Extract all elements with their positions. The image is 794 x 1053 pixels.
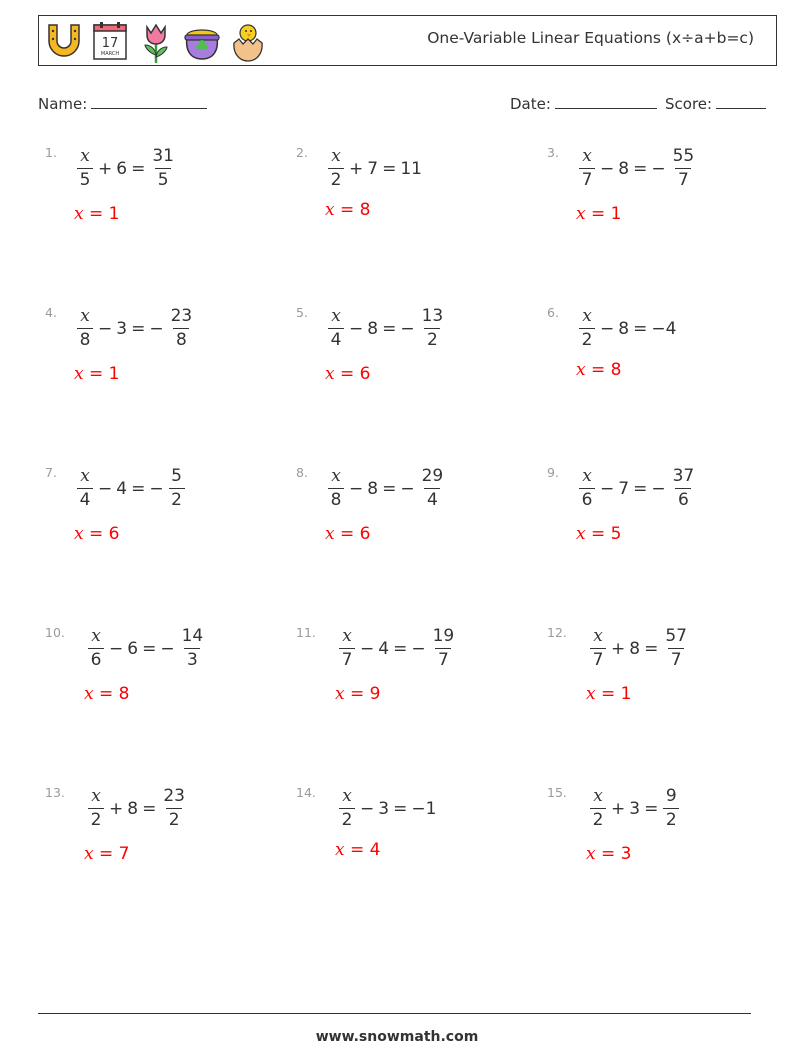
answer xyxy=(325,364,370,384)
lhs-variable: x xyxy=(342,626,352,646)
problem-number: 6. xyxy=(547,305,559,320)
operator: + xyxy=(611,638,626,659)
answer xyxy=(576,524,621,544)
lhs-variable: x xyxy=(331,306,341,326)
rhs-fraction xyxy=(180,628,206,669)
problem-number: 10. xyxy=(45,625,65,640)
rhs-fraction xyxy=(150,148,176,189)
tulip-icon xyxy=(135,19,177,65)
answer-value: 9 xyxy=(369,684,381,704)
answer-equals: = xyxy=(83,524,109,544)
answer xyxy=(325,200,370,220)
rhs-numerator: 23 xyxy=(170,306,193,326)
rhs-numerator: 9 xyxy=(665,786,677,806)
lhs-variable: x xyxy=(342,786,352,806)
lhs-denominator: 7 xyxy=(579,168,595,189)
answer-variable: x xyxy=(84,844,94,864)
footer-website: www.snowmath.com xyxy=(315,1029,479,1045)
rhs-sign: − xyxy=(400,478,415,499)
operator: − xyxy=(98,318,113,339)
problem-number: 14. xyxy=(296,785,316,800)
rhs-sign: − xyxy=(400,318,415,339)
lhs-variable: x xyxy=(80,306,90,326)
constant: 3 xyxy=(378,798,390,819)
lhs-variable: x xyxy=(331,146,341,166)
problem-item xyxy=(296,465,516,575)
lhs-variable: x xyxy=(91,786,101,806)
footer-divider xyxy=(38,1013,751,1014)
answer-value: 5 xyxy=(610,524,622,544)
answer-equals: = xyxy=(334,524,360,544)
answer xyxy=(335,840,380,860)
lhs-denominator: 7 xyxy=(339,648,355,669)
constant: 8 xyxy=(618,158,630,179)
equation xyxy=(576,468,699,509)
equals-sign: = xyxy=(131,318,146,339)
problem-item xyxy=(296,785,516,895)
answer-value: 1 xyxy=(108,204,120,224)
operator: − xyxy=(600,478,615,499)
operator: + xyxy=(611,798,626,819)
pot-of-gold-icon xyxy=(181,19,223,65)
equation xyxy=(325,308,448,349)
constant: 7 xyxy=(367,158,379,179)
answer-variable: x xyxy=(325,524,335,544)
date-label: Date: xyxy=(510,95,551,113)
answer-equals: = xyxy=(83,364,109,384)
rhs-fraction xyxy=(169,468,185,509)
answer xyxy=(74,364,119,384)
equation xyxy=(74,468,188,509)
operator: − xyxy=(109,638,124,659)
constant: 8 xyxy=(629,638,641,659)
rhs-denominator: 4 xyxy=(424,488,440,509)
lhs-denominator: 4 xyxy=(328,328,344,349)
problem-item xyxy=(547,785,767,895)
answer-variable: x xyxy=(335,840,345,860)
answer-value: 6 xyxy=(359,524,371,544)
lhs-variable: x xyxy=(582,306,592,326)
answer-equals: = xyxy=(93,684,119,704)
lhs-fraction xyxy=(77,308,93,349)
rhs-numerator: 29 xyxy=(421,466,444,486)
answer-value: 1 xyxy=(610,204,622,224)
equation xyxy=(74,308,197,349)
rhs-numerator: 5 xyxy=(171,466,182,486)
hatching-chick-icon xyxy=(227,19,269,65)
equation xyxy=(587,628,692,669)
lhs-denominator: 6 xyxy=(88,648,104,669)
constant: 8 xyxy=(367,318,379,339)
rhs-denominator: 7 xyxy=(675,168,691,189)
problem-number: 7. xyxy=(45,465,57,480)
problem-item xyxy=(45,625,265,735)
lhs-denominator: 2 xyxy=(339,808,355,829)
rhs-denominator: 6 xyxy=(675,488,691,509)
operator: − xyxy=(360,798,375,819)
answer-equals: = xyxy=(93,844,119,864)
operator: − xyxy=(349,318,364,339)
lhs-fraction xyxy=(339,788,355,829)
equation xyxy=(336,628,459,669)
date-blank[interactable] xyxy=(555,94,657,109)
date-field xyxy=(510,94,657,113)
constant: 8 xyxy=(618,318,630,339)
answer-value: 6 xyxy=(359,364,371,384)
rhs-denominator: 3 xyxy=(184,648,200,669)
answer-value: 8 xyxy=(610,360,622,380)
lhs-fraction xyxy=(339,628,355,669)
answer xyxy=(586,684,631,704)
problem-item xyxy=(296,625,516,735)
equals-sign: = xyxy=(393,638,408,659)
problem-number: 4. xyxy=(45,305,57,320)
equation xyxy=(325,468,448,509)
answer-equals: = xyxy=(595,684,621,704)
header-box xyxy=(38,15,777,66)
lhs-denominator: 2 xyxy=(88,808,104,829)
problem-item xyxy=(547,625,767,735)
rhs-denominator: 7 xyxy=(435,648,451,669)
equals-sign: = xyxy=(142,638,157,659)
lhs-denominator: 8 xyxy=(328,488,344,509)
answer-variable: x xyxy=(74,364,84,384)
lhs-denominator: 6 xyxy=(579,488,595,509)
lhs-fraction xyxy=(88,788,104,829)
rhs-numerator: 55 xyxy=(672,146,695,166)
operator: − xyxy=(600,158,615,179)
answer-equals: = xyxy=(595,844,621,864)
rhs-fraction xyxy=(663,788,679,829)
lhs-fraction xyxy=(328,308,344,349)
problem-item xyxy=(45,785,265,895)
rhs-numerator: 13 xyxy=(421,306,444,326)
lhs-fraction xyxy=(77,468,93,509)
rhs-sign: − xyxy=(411,638,426,659)
rhs-sign: − xyxy=(651,158,666,179)
rhs-denominator: 2 xyxy=(424,328,440,349)
answer-variable: x xyxy=(74,204,84,224)
answer-variable: x xyxy=(576,204,586,224)
rhs-fraction xyxy=(431,628,457,669)
lhs-variable: x xyxy=(331,466,341,486)
rhs-sign: − xyxy=(149,478,164,499)
operator: − xyxy=(98,478,113,499)
constant: 6 xyxy=(127,638,139,659)
rhs-sign: − xyxy=(651,478,666,499)
rhs-denominator: 2 xyxy=(166,808,182,829)
name-label: Name: xyxy=(38,95,88,113)
rhs-denominator: 7 xyxy=(668,648,684,669)
answer xyxy=(84,684,129,704)
constant: 4 xyxy=(116,478,128,499)
constant: 8 xyxy=(367,478,379,499)
answer-variable: x xyxy=(586,844,596,864)
rhs-fraction xyxy=(671,148,697,189)
lhs-denominator: 8 xyxy=(77,328,93,349)
constant: 3 xyxy=(629,798,641,819)
answer-equals: = xyxy=(585,204,611,224)
answer-variable: x xyxy=(325,200,335,220)
rhs-fraction xyxy=(161,788,187,829)
equation xyxy=(587,788,682,829)
problem-item xyxy=(296,305,516,415)
constant: 7 xyxy=(618,478,630,499)
rhs-denominator: 2 xyxy=(169,488,185,509)
answer-variable: x xyxy=(576,360,586,380)
lhs-fraction xyxy=(590,628,606,669)
rhs-value: −4 xyxy=(651,318,677,339)
equals-sign: = xyxy=(644,638,659,659)
problem-number: 1. xyxy=(45,145,57,160)
lhs-denominator: 7 xyxy=(590,648,606,669)
problem-item xyxy=(547,305,767,415)
operator: − xyxy=(360,638,375,659)
rhs-value: −1 xyxy=(411,798,437,819)
answer-equals: = xyxy=(585,524,611,544)
problem-number: 11. xyxy=(296,625,316,640)
equation xyxy=(85,628,208,669)
answer-equals: = xyxy=(334,200,360,220)
rhs-numerator: 23 xyxy=(163,786,185,806)
constant: 6 xyxy=(116,158,128,179)
lhs-variable: x xyxy=(91,626,101,646)
lhs-variable: x xyxy=(80,146,90,166)
rhs-fraction xyxy=(663,628,689,669)
problem-number: 5. xyxy=(296,305,308,320)
rhs-denominator: 5 xyxy=(155,168,171,189)
equation xyxy=(85,788,190,829)
problem-number: 15. xyxy=(547,785,567,800)
lhs-fraction xyxy=(579,148,595,189)
equals-sign: = xyxy=(131,158,146,179)
equals-sign: = xyxy=(382,158,397,179)
answer xyxy=(576,204,621,224)
equals-sign: = xyxy=(633,158,648,179)
problem-number: 12. xyxy=(547,625,567,640)
problem-item xyxy=(547,145,767,255)
lhs-fraction xyxy=(328,148,344,189)
score-field xyxy=(665,94,766,113)
operator: + xyxy=(349,158,364,179)
horseshoe-icon xyxy=(43,19,85,65)
lhs-variable: x xyxy=(593,626,603,646)
answer-value: 4 xyxy=(369,840,381,860)
name-field xyxy=(38,94,207,113)
calendar-month: MARCH xyxy=(100,51,120,57)
constant: 4 xyxy=(378,638,390,659)
operator: + xyxy=(109,798,124,819)
score-blank[interactable] xyxy=(716,94,766,109)
answer-value: 1 xyxy=(108,364,120,384)
lhs-denominator: 5 xyxy=(77,168,93,189)
answer-value: 3 xyxy=(620,844,632,864)
rhs-sign: − xyxy=(149,318,164,339)
rhs-numerator: 57 xyxy=(665,626,687,646)
equation xyxy=(576,148,699,189)
equals-sign: = xyxy=(393,798,408,819)
equals-sign: = xyxy=(142,798,157,819)
lhs-denominator: 4 xyxy=(77,488,93,509)
equation xyxy=(576,308,678,349)
operator: − xyxy=(349,478,364,499)
answer-value: 7 xyxy=(118,844,130,864)
answer-variable: x xyxy=(84,684,94,704)
lhs-fraction xyxy=(590,788,606,829)
problem-item xyxy=(45,465,265,575)
answer-variable: x xyxy=(325,364,335,384)
answer-equals: = xyxy=(83,204,109,224)
lhs-variable: x xyxy=(582,466,592,486)
lhs-fraction xyxy=(579,308,595,349)
answer xyxy=(576,360,621,380)
lhs-fraction xyxy=(579,468,595,509)
rhs-fraction xyxy=(420,468,446,509)
answer-equals: = xyxy=(344,684,370,704)
worksheet-title: One-Variable Linear Equations (x÷a+b=c) xyxy=(427,29,754,47)
problem-item xyxy=(45,305,265,415)
rhs-denominator: 8 xyxy=(173,328,189,349)
operator: − xyxy=(600,318,615,339)
rhs-denominator: 2 xyxy=(663,808,679,829)
equation xyxy=(325,148,424,189)
equals-sign: = xyxy=(633,478,648,499)
rhs-numerator: 31 xyxy=(152,146,174,166)
equals-sign: = xyxy=(644,798,659,819)
rhs-sign: − xyxy=(160,638,175,659)
score-label: Score: xyxy=(665,95,713,113)
answer-equals: = xyxy=(585,360,611,380)
rhs-numerator: 14 xyxy=(181,626,204,646)
answer-value: 8 xyxy=(359,200,371,220)
lhs-variable: x xyxy=(593,786,603,806)
problem-number: 13. xyxy=(45,785,65,800)
calendar-day: 17 xyxy=(101,36,119,51)
equals-sign: = xyxy=(131,478,146,499)
answer-value: 6 xyxy=(108,524,120,544)
problem-number: 2. xyxy=(296,145,308,160)
answer-variable: x xyxy=(576,524,586,544)
problem-item xyxy=(547,465,767,575)
constant: 3 xyxy=(116,318,128,339)
answer xyxy=(74,524,119,544)
lhs-denominator: 2 xyxy=(590,808,606,829)
answer-variable: x xyxy=(586,684,596,704)
answer-equals: = xyxy=(334,364,360,384)
lhs-fraction xyxy=(77,148,93,189)
answer xyxy=(84,844,129,864)
equals-sign: = xyxy=(633,318,648,339)
rhs-fraction xyxy=(671,468,697,509)
answer-variable: x xyxy=(335,684,345,704)
lhs-fraction xyxy=(88,628,104,669)
problem-item xyxy=(45,145,265,255)
equation xyxy=(336,788,438,829)
answer xyxy=(586,844,631,864)
problem-number: 8. xyxy=(296,465,308,480)
operator: + xyxy=(98,158,113,179)
answer-value: 1 xyxy=(620,684,632,704)
answer-variable: x xyxy=(74,524,84,544)
answer-value: 8 xyxy=(118,684,130,704)
lhs-denominator: 2 xyxy=(579,328,595,349)
lhs-denominator: 2 xyxy=(328,168,344,189)
lhs-variable: x xyxy=(80,466,90,486)
equals-sign: = xyxy=(382,478,397,499)
constant: 8 xyxy=(127,798,139,819)
problem-number: 9. xyxy=(547,465,559,480)
lhs-variable: x xyxy=(582,146,592,166)
answer-equals: = xyxy=(344,840,370,860)
rhs-fraction xyxy=(169,308,195,349)
rhs-value: 11 xyxy=(400,158,422,179)
problem-item xyxy=(296,145,516,255)
equation xyxy=(74,148,179,189)
rhs-numerator: 19 xyxy=(432,626,455,646)
rhs-fraction xyxy=(420,308,446,349)
name-blank[interactable] xyxy=(91,94,207,109)
problem-number: 3. xyxy=(547,145,559,160)
calendar-icon xyxy=(89,19,131,65)
answer xyxy=(74,204,119,224)
equals-sign: = xyxy=(382,318,397,339)
answer xyxy=(325,524,370,544)
lhs-fraction xyxy=(328,468,344,509)
answer xyxy=(335,684,380,704)
rhs-numerator: 37 xyxy=(672,466,695,486)
